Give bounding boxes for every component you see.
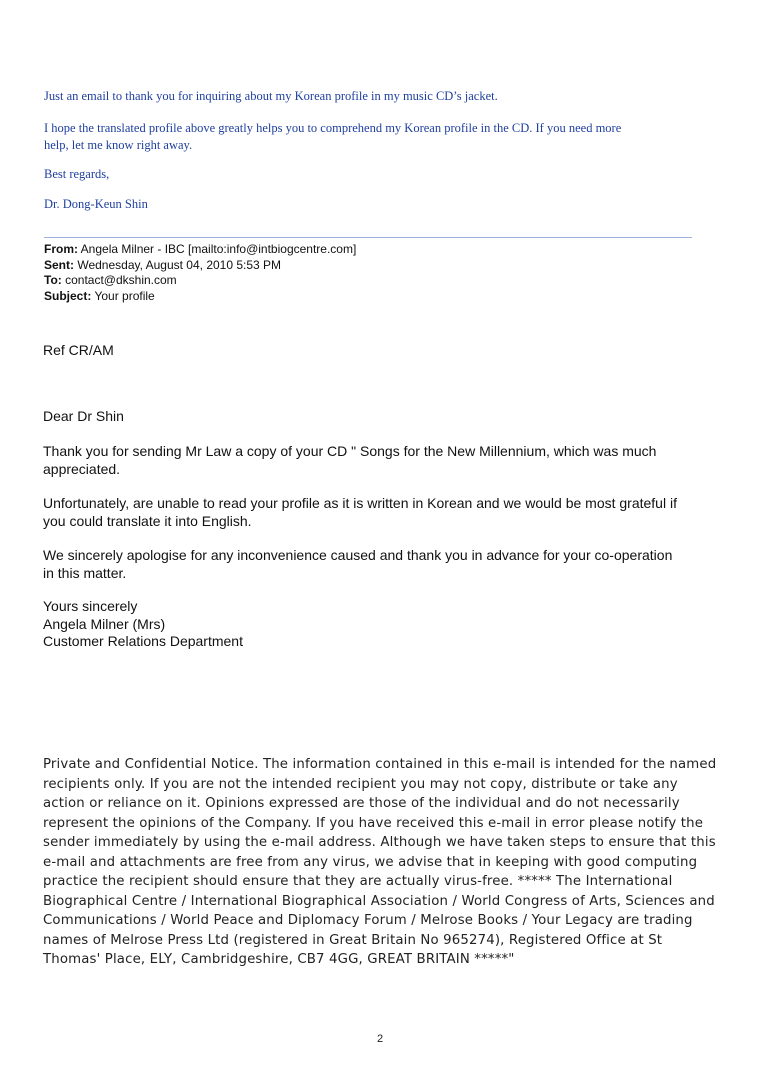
header-sent-row <box>44 258 684 274</box>
letter-paragraph-request: Unfortunately, are unable to read your profile as it is written in Korean and we would be most grateful if you could translate it into English. <box>43 495 677 529</box>
from-label: From: <box>44 242 78 256</box>
subject-value: Your profile <box>94 288 155 303</box>
reply-line-translation: I hope the translated profile above greatly helps you to comprehend my Korean profile in the CD. If you need more help, let me know right away. <box>44 121 622 152</box>
message-divider <box>44 237 692 238</box>
confidential-notice: Private and Confidential Notice. The information contained in this e-mail is intended for the named recipients only. If you are not the intended recipient you may not copy, distribute or take any action or reliance on it. Opinions expressed are those of the individual and do not necessarily represent the opinions of the Company. If you have received this e-mail in error please notify the sender immediately by using the e-mail address. Although we have taken steps to ensure that this e-mail and attachments are free from any virus, we advise that in keeping with good computing practice the recipient should ensure that they are actually virus-free. ***** The International Biographical Centre / International Biographical Association / World Congress of Arts, Sciences and Communications / World Peace and Diplomacy Forum / Melrose Books / Your Legacy are trading names of Melrose Press Ltd (registered in Great Britain No 965274), Registered Office at St Thomas' Place, ELY, Cambridgeshire, CB7 4GG, GREAT BRITAIN *****" <box>43 757 717 967</box>
closing-department: Customer Relations Department <box>43 633 243 649</box>
closing-sincerely: Yours sincerely <box>43 598 138 614</box>
header-to-row <box>44 273 684 289</box>
sent-label: Sent: <box>44 257 74 272</box>
letter-reference: Ref CR/AM <box>43 342 114 358</box>
reply-closing: Best regards, <box>44 167 110 181</box>
letter-salutation: Dear Dr Shin <box>43 408 124 424</box>
reply-line-thanks: Just an email to thank you for inquiring about my Korean profile in my music CD’s jacket. <box>44 89 498 103</box>
letter-paragraph-apology: We sincerely apologise for any inconvenience caused and thank you in advance for your co-operation in this matter. <box>43 547 673 581</box>
reply-message <box>44 88 644 213</box>
to-label: To: <box>44 273 62 287</box>
subject-label: Subject: <box>44 288 92 303</box>
letter-closing <box>43 598 683 651</box>
header-from-row <box>44 242 684 258</box>
letter-paragraph-thanks: Thank you for sending Mr Law a copy of your CD " Songs for the New Millennium, which was much appreciated. <box>43 443 657 477</box>
page-number: 2 <box>376 1033 384 1045</box>
closing-name: Angela Milner (Mrs) <box>43 615 166 632</box>
sent-value: Wednesday, August 04, 2010 5:53 PM <box>77 257 282 272</box>
from-value: Angela Milner - IBC [mailto:info@intbiogcentre.com] <box>80 242 357 256</box>
to-value: contact@dkshin.com <box>65 273 177 287</box>
forwarded-header <box>44 242 684 304</box>
reply-signature: Dr. Dong-Keun Shin <box>44 197 148 211</box>
header-subject-row <box>44 289 684 305</box>
